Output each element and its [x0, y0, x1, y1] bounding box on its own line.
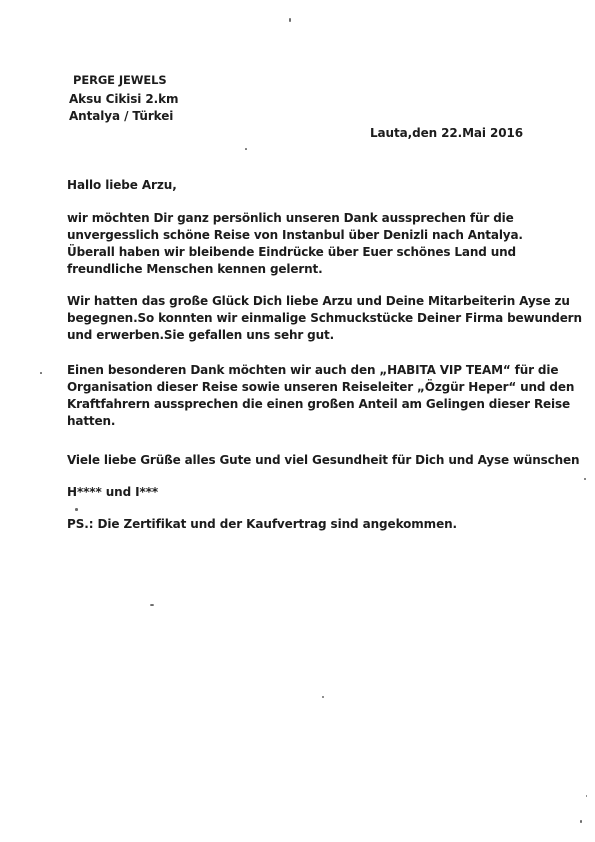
scan-speck — [580, 820, 582, 823]
salutation: Hallo liebe Arzu, — [67, 178, 177, 192]
paragraph-line: Einen besonderen Dank möchten wir auch den „HABITA VIP TEAM“ für die — [67, 363, 559, 377]
paragraph-line: und erwerben.Sie gefallen uns sehr gut. — [67, 328, 334, 342]
paragraph-line: unvergesslich schöne Reise von Instanbul über Denizli nach Antalya. — [67, 228, 523, 242]
paragraph-line: hatten. — [67, 414, 116, 428]
postscript: PS.: Die Zertifikat und der Kaufvertrag sind angekommen. — [67, 517, 458, 531]
recipient-name: PERGE JEWELS — [73, 73, 167, 87]
scan-speck — [150, 604, 154, 606]
paragraph-line: wir möchten Dir ganz persönlich unseren Dank aussprechen für die — [67, 211, 514, 225]
paragraph-line: Kraftfahrern aussprechen die einen großen Anteil am Gelingen dieser Reise — [67, 397, 570, 411]
letter-date: Lauta,den 22.Mai 2016 — [370, 126, 524, 140]
scan-speck — [586, 795, 587, 797]
paragraph-line: Organisation dieser Reise sowie unseren Reiseleiter „Özgür Heper“ und den — [67, 380, 575, 394]
recipient-address-line-1: Aksu Cikisi 2.km — [69, 92, 179, 106]
scan-speck — [289, 18, 291, 22]
paragraph-line: Wir hatten das große Glück Dich liebe Arzu und Deine Mitarbeiterin Ayse zu — [67, 294, 570, 308]
paragraph-line: freundliche Menschen kennen gelernt. — [67, 262, 323, 276]
paragraph-line: Viele liebe Grüße alles Gute und viel Gesundheit für Dich und Ayse wünschen — [67, 453, 580, 467]
signature: H**** und I*** — [67, 485, 159, 499]
paragraph-line: begegnen.So konnten wir einmalige Schmuckstücke Deiner Firma bewundern — [67, 311, 582, 325]
paragraph-team-thanks — [67, 362, 574, 430]
scan-speck — [245, 148, 247, 150]
paragraph-line: Überall haben wir bleibende Eindrücke über Euer schönes Land und — [67, 245, 516, 259]
scan-speck — [75, 508, 78, 511]
paragraph-jewelry — [67, 293, 582, 344]
scan-speck — [584, 478, 586, 480]
scan-speck — [40, 372, 42, 374]
paragraph-closing — [67, 452, 579, 469]
paragraph-thanks — [67, 210, 523, 278]
scan-speck — [322, 696, 324, 698]
recipient-address-line-2: Antalya / Türkei — [69, 109, 174, 123]
